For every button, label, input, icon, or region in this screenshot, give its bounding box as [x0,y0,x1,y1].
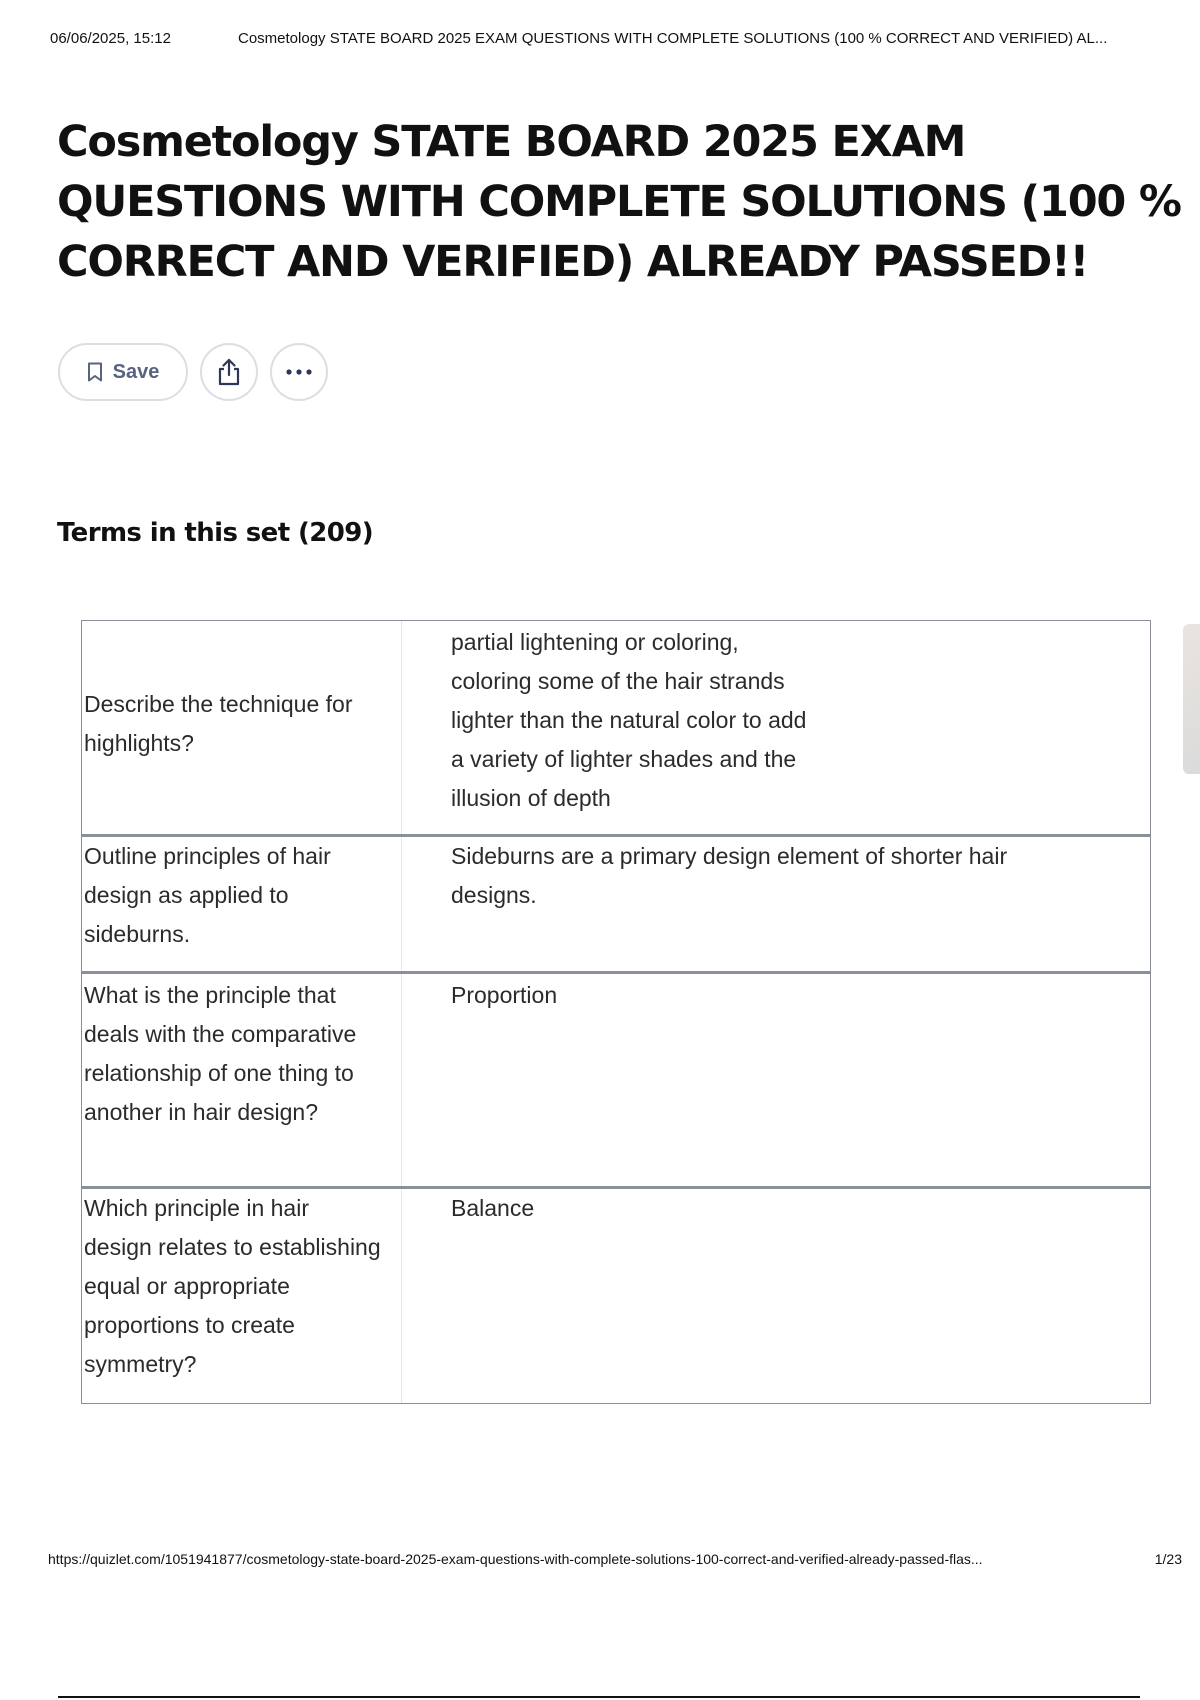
definition-cell [402,837,1150,971]
print-datetime: 06/06/2025, 15:12 [50,30,171,47]
more-options-button[interactable] [270,343,328,401]
term-row [82,974,1150,1189]
share-icon [216,358,242,386]
term-text: What is the principle that deals with the comparative relationship of one thing to another in hair design? [82,974,402,1186]
terms-table [81,620,1151,1404]
print-url: https://quizlet.com/1051941877/cosmetology-state-board-2025-exam-questions-with-complete-solutions-100-correct-and-verified-already-passed-flas... [48,1551,983,1567]
print-header [50,30,1182,50]
term-row [82,837,1150,974]
term-text: Which principle in hair design relates to establishing equal or appropriate proportions to create symmetry? [82,1189,402,1403]
definition-cell [402,974,1150,1186]
page-title: Cosmetology STATE BOARD 2025 EXAM QUESTIONS WITH COMPLETE SOLUTIONS (100 % CORRECT AND VERIFIED) ALREADY PASSED!! [57,117,1181,287]
term-text: Outline principles of hair design as applied to sideburns. [82,837,402,971]
share-button[interactable] [200,343,258,401]
term-row [82,621,1150,837]
more-horizontal-icon [285,368,313,376]
definition-cell [402,1189,1150,1403]
definition-text: Balance [451,1195,535,1221]
action-bar [58,343,328,403]
definition-text: Sideburns are a primary design element of shorter hair designs. [451,843,1008,908]
definition-text: Proportion [451,982,558,1008]
definition-cell [402,621,1150,834]
page-indicator: 1/23 [1154,1551,1182,1567]
bookmark-icon [87,362,103,382]
term-row [82,1189,1150,1403]
terms-heading: Terms in this set (209) [57,518,374,548]
definition-text: partial lightening or coloring, coloring some of the hair strands lighter than the natural color to add a variety of lighter shades and the illusion of depth [451,629,807,811]
save-button[interactable] [58,343,188,401]
save-button-label: Save [112,360,160,383]
woman-getting-foil-highlights-image [1183,624,1200,774]
divider [58,1696,1140,1698]
print-footer [48,1551,1182,1571]
term-text: Describe the technique for highlights? [82,621,402,834]
print-doc-title: Cosmetology STATE BOARD 2025 EXAM QUESTIONS WITH COMPLETE SOLUTIONS (100 % CORRECT AND VERIFIED) AL... [238,30,1108,47]
